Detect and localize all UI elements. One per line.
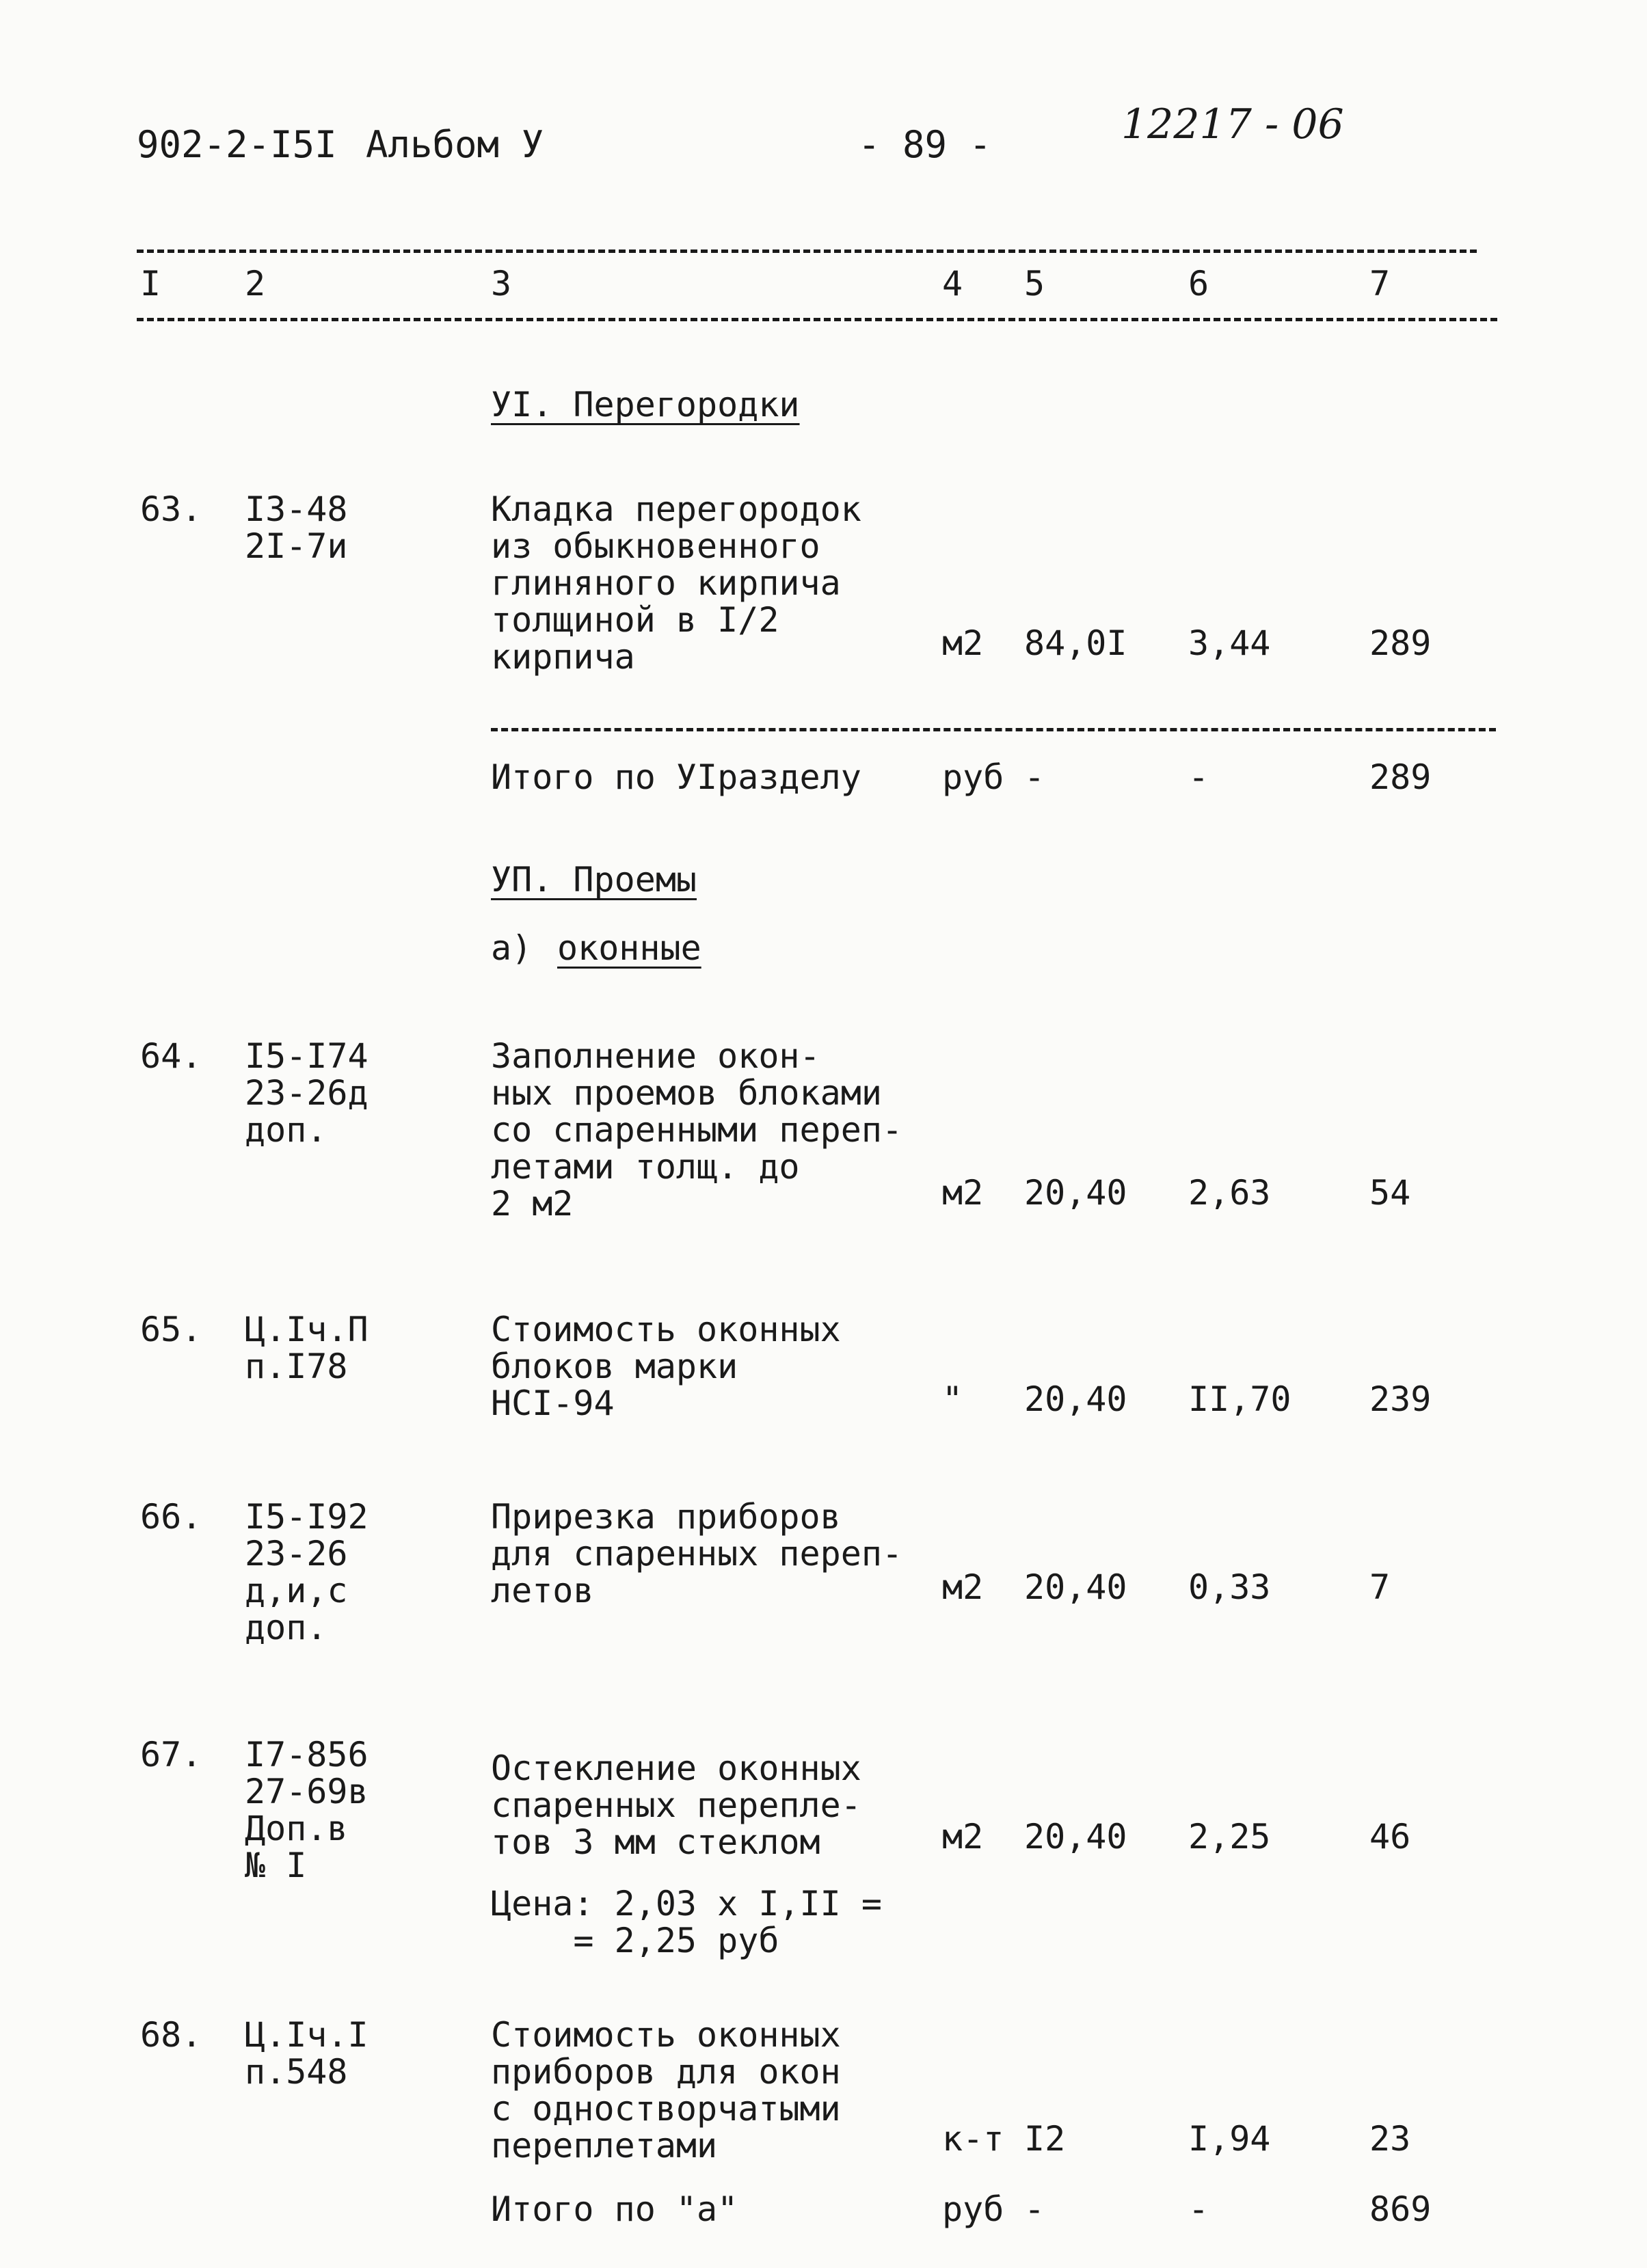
album-label: Альбом У — [366, 123, 544, 166]
row-65-total: 239 — [1369, 1379, 1432, 1419]
document-code: 902-2-I5I — [137, 123, 337, 166]
column-header-2: 2 — [245, 264, 266, 303]
row-66-price: 0,33 — [1188, 1567, 1271, 1607]
row-67-number: 67. — [140, 1735, 202, 1774]
subsection-a-title: оконные — [557, 928, 701, 968]
section-6-total-sum: 289 — [1369, 757, 1432, 797]
section-7-title: УП. Проемы — [491, 860, 697, 900]
top-rule — [137, 249, 1477, 253]
row-65-number: 65. — [140, 1310, 202, 1349]
row-66-description: Прирезка приборов для спаренных переп- летов — [491, 1497, 903, 1610]
row-63-price: 3,44 — [1188, 623, 1271, 663]
row-63-quantity: 84,0I — [1024, 623, 1127, 663]
section-6-total-quantity: - — [1024, 757, 1045, 797]
column-header-3: 3 — [491, 264, 512, 303]
column-header-5: 5 — [1024, 264, 1045, 303]
page-number: - 89 - — [858, 123, 992, 166]
row-68-total: 23 — [1369, 2119, 1411, 2159]
section-6-total-unit: руб — [942, 757, 1004, 797]
subsection-a-total-price: - — [1188, 2189, 1209, 2229]
row-68-number: 68. — [140, 2015, 202, 2055]
subsection-a-total-label: Итого по "а" — [491, 2189, 738, 2229]
row-67-price: 2,25 — [1188, 1817, 1271, 1857]
row-63-total: 289 — [1369, 623, 1432, 663]
section-6-title: УI. Перегородки — [491, 385, 800, 424]
subsection-a-prefix: а) — [491, 928, 533, 968]
row-67-total: 46 — [1369, 1817, 1411, 1857]
row-67-description: Остекление оконных спаренных перепле- тов 3 мм стеклом — [491, 1749, 861, 1862]
row-64-quantity: 20,40 — [1024, 1173, 1127, 1213]
handwritten-reference: 12217 - 06 — [1121, 100, 1344, 148]
row-66-unit: м2 — [942, 1567, 984, 1607]
row-67-unit: м2 — [942, 1817, 984, 1857]
row-68-code: Ц.Iч.I п.548 — [245, 2015, 369, 2092]
row-65-description: Стоимость оконных блоков марки НСI-94 — [491, 1310, 841, 1423]
row-64-total: 54 — [1369, 1173, 1411, 1213]
row-65-unit: " — [942, 1379, 963, 1419]
row-67-quantity: 20,40 — [1024, 1817, 1127, 1857]
row-67-code: I7-856 27-69в Доп.в № I — [245, 1735, 369, 1885]
subtotal-rule — [491, 728, 1496, 731]
row-68-price: I,94 — [1188, 2119, 1271, 2159]
row-66-total: 7 — [1369, 1567, 1391, 1607]
header-rule — [137, 318, 1497, 321]
row-65-code: Ц.Iч.П п.I78 — [245, 1310, 369, 1386]
section-6-total-price: - — [1188, 757, 1209, 797]
row-66-code: I5-I92 23-26 д,и,с доп. — [245, 1497, 369, 1647]
row-64-number: 64. — [140, 1036, 202, 1076]
row-68-unit: к-т — [942, 2119, 1004, 2159]
section-6-total-label: Итого по УIразделу — [491, 757, 861, 797]
row-67-price-note: Цена: 2,03 х I,II = = 2,25 руб — [491, 1884, 882, 1960]
row-64-price: 2,63 — [1188, 1173, 1271, 1213]
row-65-quantity: 20,40 — [1024, 1379, 1127, 1419]
row-64-description: Заполнение окон- ных проемов блоками со спаренными переп- летами толщ. до 2 м2 — [491, 1036, 903, 1224]
row-68-description: Стоимость оконных приборов для окон с одностворчатыми переплетами — [491, 2015, 841, 2165]
subsection-a-total-unit: руб — [942, 2189, 1004, 2229]
row-64-unit: м2 — [942, 1173, 984, 1213]
row-63-number: 63. — [140, 489, 202, 529]
row-64-code: I5-I74 23-26д доп. — [245, 1036, 369, 1150]
subsection-a-total-sum: 869 — [1369, 2189, 1432, 2229]
row-63-description: Кладка перегородок из обыкновенного глиняного кирпича толщиной в I/2 кирпича — [491, 489, 861, 677]
row-66-number: 66. — [140, 1497, 202, 1537]
row-65-price: II,70 — [1188, 1379, 1291, 1419]
row-63-code: I3-48 2I-7и — [245, 489, 348, 566]
subsection-a-total-quantity: - — [1024, 2189, 1045, 2229]
column-header-7: 7 — [1369, 264, 1391, 303]
column-header-1: I — [140, 264, 161, 303]
row-63-unit: м2 — [942, 623, 984, 663]
column-header-6: 6 — [1188, 264, 1209, 303]
row-68-quantity: I2 — [1024, 2119, 1066, 2159]
row-66-quantity: 20,40 — [1024, 1567, 1127, 1607]
column-header-4: 4 — [942, 264, 963, 303]
